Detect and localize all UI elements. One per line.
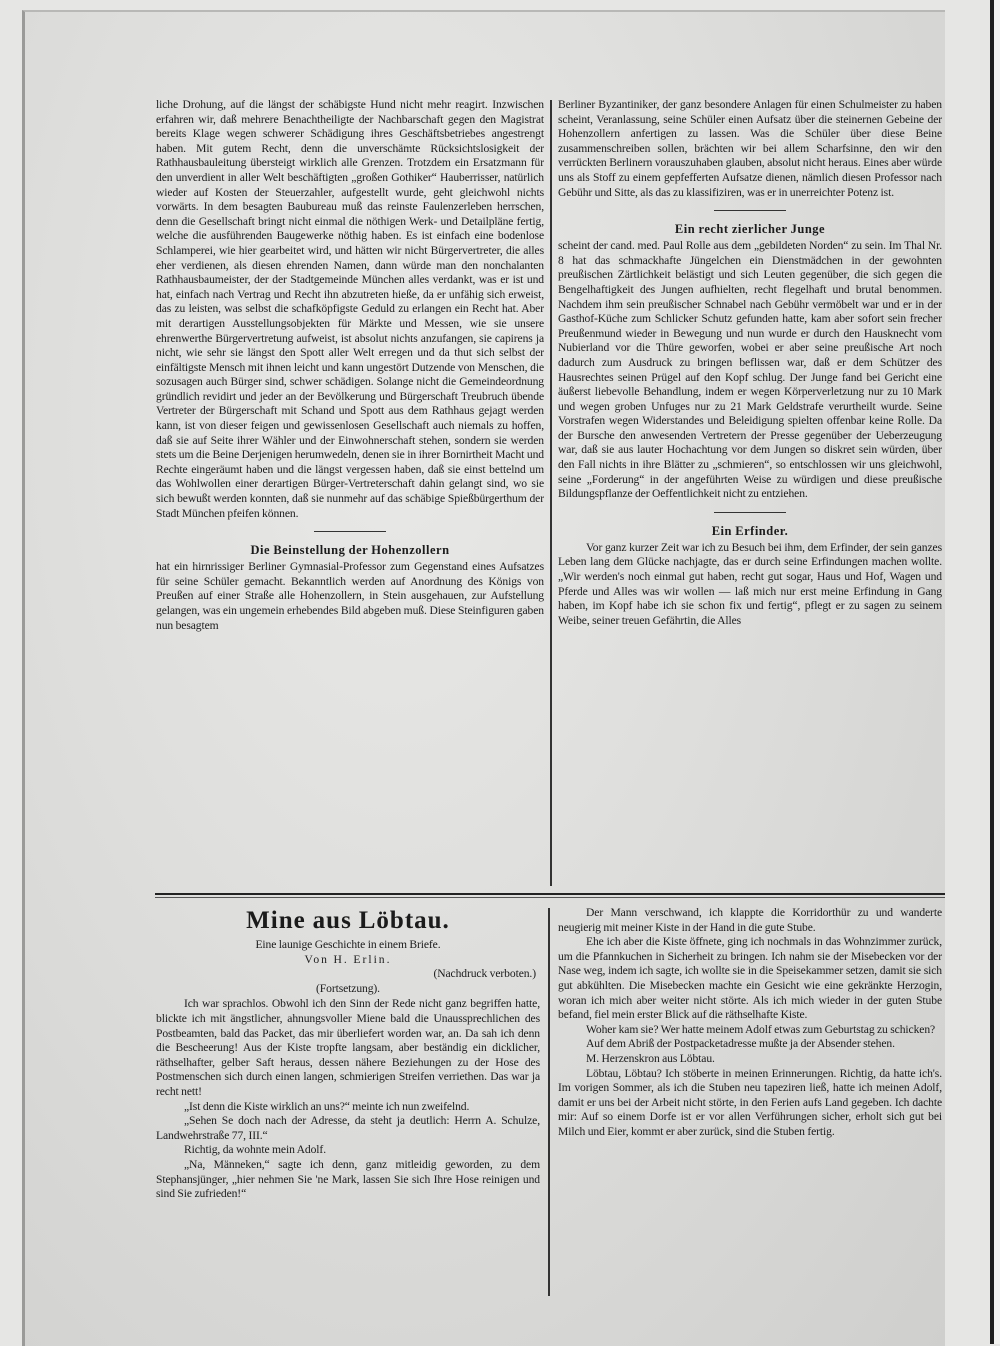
column-rule	[550, 100, 552, 886]
article-separator	[714, 512, 786, 513]
feuilleton-right-column	[558, 906, 942, 1306]
reprint-notice: (Nachdruck verboten.)	[433, 967, 536, 981]
story-paragraph: Auf dem Abriß der Postpacketadresse mußte ja der Absender stehen.	[586, 1037, 895, 1051]
binding-shadow	[990, 0, 994, 1344]
story-paragraph: Löbtau, Löbtau? Ich stöberte in meinen Erinnerungen. Richtig, da hatte ich's. Im vorigen Sommer, als ich die Stuben neu tapeziren ließ, hatte ich meinen Adolf, damit er uns bei der Arbeit nicht störte, in den Ferien aufs Land gegeben. Ich dachte mir: Auf so einem Dorfe ist er vor allen Verführungen sicher, erholt sich gut bei Milch und Eier, kommt er aber zurück, sind die Stuben fertig.	[558, 1066, 942, 1138]
story-paragraph: Ich war sprachlos. Obwohl ich den Sinn der Rede nicht ganz begriffen hatte, blickte ich mit ängstlicher, ahnungsvoller Miene bald die Unaussprechlichen des Postbeamten, bald das Packet, das mir überliefert worden war, an. Da sah ich denn die Bescheerung! Aus der Kiste tropfte langsam, aber beständig ein dicklicher, räthselhafter, gelber Saft heraus, dessen nähere Beziehungen zu der Hose des Postmenschen sich durch einen langen, schmierigen Streifen verriethen. Das war ja recht nett!	[156, 997, 540, 1098]
story-paragraph: „Ist denn die Kiste wirklich an uns?“ meinte ich nun zweifelnd.	[184, 1099, 470, 1113]
feuilleton-byline: Von H. Erlin.	[304, 952, 392, 966]
column-top-left	[156, 98, 544, 886]
story-paragraph: Richtig, da wohnte mein Adolf.	[184, 1143, 326, 1157]
story-paragraph: M. Herzenskron aus Löbtau.	[586, 1051, 715, 1065]
article-continuation-text: Berliner Byzantiniker, der ganz besondere Anlagen für einen Schulmeister zu haben scheint, Veranlassung, seine Schüler einen Aufsatz über die steinernen Gebeine der Hohenzollern anfertigen zu lassen. Was die Schüler über diese Beine zusammenschreiben sollen, brächten wir bei allem Scharfsinne, den wir den verrückten Berlinern vorauszuhaben glauben, absolut nicht heraus. Eines aber würde uns als Stoff zu einem gepfefferten Aufsatze dienen, nämlich diesen Professor nach Gebühr und Sitte, als das zu klassifiziren, was er in unerreichter Potenz ist.	[558, 98, 942, 199]
article-heading: Ein recht zierlicher Junge	[674, 222, 826, 237]
article-separator	[714, 210, 786, 211]
continuation-label: (Fortsetzung).	[316, 981, 380, 995]
story-paragraph: „Na, Männeken,“ sagte ich denn, ganz mitleidig geworden, zu dem Stephansjünger, „hier nehmen Sie 'ne Mark, lassen Sie sich Ihre Hose reinigen und sind Sie zufrieden!“	[156, 1157, 540, 1201]
article-heading: Die Beinstellung der Hohenzollern	[250, 543, 450, 558]
article-separator	[314, 531, 386, 532]
page-edge	[994, 0, 1000, 1344]
story-paragraph: Ehe ich aber die Kiste öffnete, ging ich nochmals in das Wohnzimmer zurück, um die Pfannkuchen in Sicherheit zu bringen. Ich nahm sie der Misebecken vor der Nase weg, indem ich sagte, ich wollte sie in die Speisekammer setzen, damit sie sich gut abkühlten. Die Misebecken machte ein Gesicht wie eine gekränkte Herzogin, woran ich mich aber weiter nicht störte. Als ich mich wieder in der guten Stube befand, fiel mein erster Blick auf die räthselhafte Kiste.	[558, 935, 942, 1022]
article-body: hat ein hirnrissiger Berliner Gymnasial-Professor zum Gegenstand eines Aufsatzes für seine Schüler gemacht. Bekanntlich werden auf Anordnung des Königs von Preußen auf einer Straße alle Hohenzollern, in Stein ausgehauen, zur Aufstellung gelangen, was ein ungemein erhebendes Bild abgeben muß. Diese Steinfiguren gaben nun besagtem	[156, 560, 544, 632]
feuilleton-rule	[155, 893, 945, 895]
article-heading: Ein Erfinder.	[711, 523, 789, 538]
feuilleton-subtitle: Eine launige Geschichte in einem Briefe.	[255, 938, 441, 951]
column-top-right	[558, 98, 942, 886]
story-paragraph: Der Mann verschwand, ich klappte die Korridorthür zu und wanderte neugierig mit meiner Kiste in der Hand in die gute Stube.	[558, 906, 942, 934]
story-paragraph: Woher kam sie? Wer hatte meinem Adolf etwas zum Geburtstag zu schicken?	[586, 1022, 936, 1036]
article-body: scheint der cand. med. Paul Rolle aus dem „gebildeten Norden“ zu sein. Im Thal Nr. 8 hat das schmackhafte Jüngelchen ein Dienstmädchen in der gewohnten preußischen Zärtlichkeit belästigt und sich Leuten gegenüber, die sich gegen die Bengelhaftigkeit des Jungen aufhielten, recht flegelhaft und brutal benommen. Nachdem ihm sein preußischer Schnabel nach Gebühr vermöbelt war und er in der Gasthof-Küche zum Schlicker Schutz gefunden hatte, kam aber sofort sein frecher Preußenmund wieder in Bewegung und nun wurde er durch den Hausknecht vom Nubierland vor die Thüre geworfen, wobei er aber seine preußische Art noch dadurch zum Ausdruck zu bringen beflissen war, daß er dem Schützer des Hausrechtes seinen Prügel auf den Kopf schlug. Der Junge fand bei Gericht eine äußerst liebevolle Behandlung, indem er wegen Körperverletzung nur zu 10 Mark und wegen groben Unfuges nur zu 21 Mark Geldstrafe verurtheilt wurde. Seine Vorstrafen wegen Widerstandes und Beleidigung spielten offenbar keine Rolle. Da der Bursche den anwesenden Vertretern der Presse gegenüber der Ueberzeugung war, daß sie aus lauter Hochachtung vor dem Jungen so diskret sein würden, über den Fall nichts in ihre Blätter zu „schmieren“, so entschlossen wir uns gleichwohl, seine „Forderung“ in der angeführten Weise zu würdigen und diese preußische Bildungspflanze der Oeffentlichkeit nicht zu entziehen.	[558, 239, 942, 501]
story-paragraph: „Sehen Se doch nach der Adresse, da steht ja deutlich: Herrn A. Schulze, Landwehrstraße 77, III.“	[156, 1114, 540, 1142]
feuilleton-title: Mine aus Löbtau.	[246, 907, 450, 934]
feuilleton-left-column	[156, 906, 540, 1306]
article-body: Vor ganz kurzer Zeit war ich zu Besuch bei ihm, dem Erfinder, der sein ganzes Leben lang dem Glücke nachjagte, das er durch seine Erfindungen machen wollte. „Wir werden's noch einmal gut haben, recht gut sogar, Haus und Hof, Wagen und Pferde und Alles was wir wollen — laß mich nur erst meine Erfindung in Gang haben, im Kopf habe ich sie schon fix und fertig“, pflegt er zu sagen zu seinem Weibe, seiner treuen Gefährtin, die Alles	[558, 540, 942, 627]
column-rule	[548, 908, 550, 1296]
article-continuation-text: liche Drohung, auf die längst der schäbigste Hund nicht mehr reagirt. Inzwischen erfahren wir, daß mehrere Benachtheiligte der Nachbarschaft gegen den Magistrat bereits Klage wegen schwerer Schädigung ihres Geschäftsbetriebes angestrengt haben. Mit gutem Recht, denn die unverschämte Rücksichtslosigkeit der Rathhausbauleitung übersteigt wirklich alle Grenzen. Trotzdem ein Ersatzmann für den unverdient in aller Welt beschäftigten „großen Gothiker“ Hauberrisser, natürlich wieder auf Kosten der Steuerzahler, aufgestellt wurde, geht gleichwohl nichts vorwärts. In dem besagten Baubureau muß das reinste Faulenzerleben herrschen, denn die Gesellschaft bringt nicht einmal die nöthigen Werk- und Detailpläne fertig, welche die ausführenden Baugewerke nöthig haben. Es ist einfach eine bodenlose Schlamperei, wie hier gearbeitet wird, und hätten wir nicht Bürgervertreter, die alles eher verdienen, als diesen ehrenden Namen, dann würde man den nonchalanten Rathhausbaumeister, der der Stadtgemeinde München alles verdankt, was er ist und hat, einfach nach Vertrag und Recht ihn abzutreten hieße, da er unfähig sich erweist, das zu leisten, was selbst die schafköpfigste Geduld zu erlangen ein Recht hat. Aber mit derartigen Ausstellungsobjekten für Märkte und Messen, wie sie unsere ehrenwerthe Bürgervertretung aufweist, ist absolut nichts anzufangen, sie capirens ja nicht, wie sehr sie längst den Spott aller Welt erregen und da thut sich selbst der einfältigste Mensch mit ihnen leicht und kann ungestört Dutzende von Menschen, die sozusagen auch Bürger sind, schwer schädigen. Solange nicht die Gemeindeordnung gründlich revidirt und jeder an der Bevölkerung und Bürgerschaft Treubruch übende Vertreter der Bürgerschaft mit Schand und Spott aus dem Rathhaus gejagt werden kann, ist von dieser feigen und gewissenlosen Gesellschaft auch niemals zu hoffen, daß sie auf Seite ihrer Wähler und der Einwohnerschaft stehen, sondern sie werden stets um die Beine Derjenigen herumwedeln, denen sie in ihrer Bornirtheit Macht und Rechte eingeräumt haben und die längst vergessen haben, daß sie einst bettelnd um das Wohlwollen einer derartigen Bürger-Vertreterschaft dahin gelangt sind, wo sie sich bewußt werden konnten, daß sie nunmehr auf das schäbige Spießbürgerthum der Stadt München pfeifen können.	[156, 98, 544, 520]
feuilleton-rule-thin	[155, 897, 945, 898]
